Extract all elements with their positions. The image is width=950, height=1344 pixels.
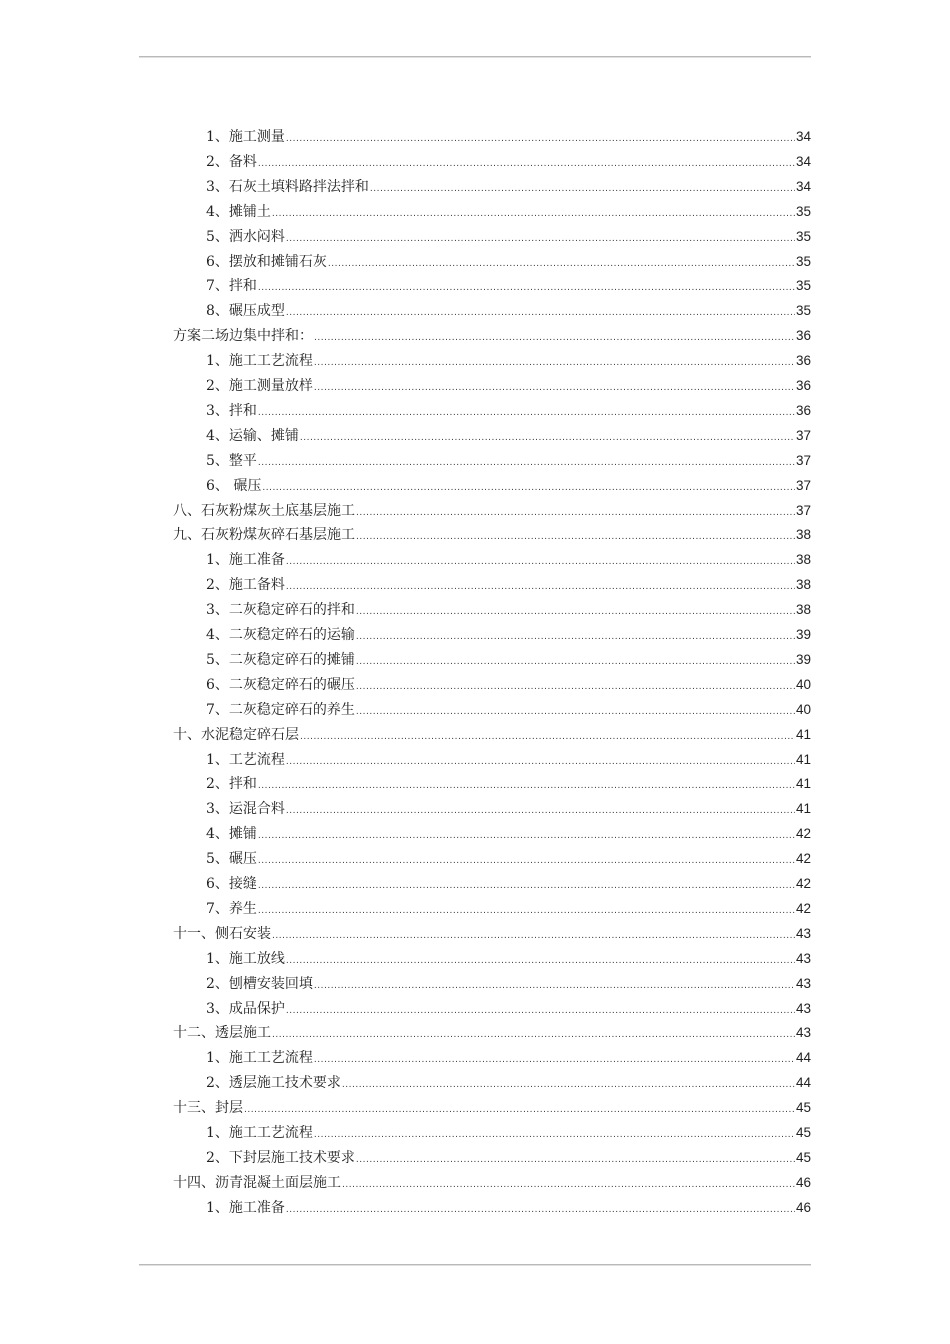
toc-page-number: 43 (795, 950, 811, 966)
toc-page-number: 44 (795, 1050, 811, 1066)
toc-entry-title: 1、施工放线 (206, 950, 285, 967)
toc-entry-title: 4、二灰稳定碎石的运输 (206, 627, 355, 643)
toc-leader-dots (356, 525, 795, 550)
toc-page-number: 43 (795, 1000, 811, 1016)
toc-leader-dots (272, 1023, 795, 1048)
toc-entry-title: 1、施工工艺流程 (206, 1125, 313, 1141)
toc-entry-title: 1、施工工艺流程 (206, 1050, 313, 1067)
toc-page-number: 41 (795, 801, 811, 817)
toc-leader-dots (272, 202, 795, 227)
toc-page-number: 46 (795, 1199, 811, 1215)
toc-entry-title: 5、洒水闷料 (206, 228, 285, 245)
toc-page-number: 41 (795, 726, 811, 742)
toc-leader-dots (314, 326, 795, 351)
toc-entry[interactable] (173, 1096, 811, 1121)
toc-leader-dots (286, 799, 795, 824)
toc-leader-dots (286, 999, 795, 1024)
toc-page-number: 41 (795, 776, 811, 792)
toc-entry-title: 2、施工测量放样 (206, 378, 313, 394)
toc-entry[interactable] (206, 374, 811, 399)
toc-leader-dots (258, 152, 795, 177)
toc-entry[interactable] (206, 648, 811, 673)
toc-leader-dots (258, 401, 795, 426)
toc-page-number: 37 (795, 427, 811, 443)
toc-entry-title: 5、整平 (206, 452, 257, 469)
toc-entry[interactable] (173, 1021, 811, 1046)
toc-page-number: 39 (795, 651, 811, 667)
toc-leader-dots (262, 476, 795, 501)
toc-entry[interactable] (206, 1121, 811, 1146)
toc-page-number: 45 (795, 1149, 811, 1165)
toc-entry-title: 2、下封层施工技术要求 (206, 1149, 355, 1166)
toc-page-number: 43 (795, 925, 811, 941)
toc-leader-dots (370, 177, 795, 202)
toc-entry[interactable] (206, 548, 811, 573)
toc-page-number: 35 (795, 228, 811, 244)
toc-page-number: 36 (795, 328, 811, 344)
toc-entry-title: 2、刨槽安装回填 (206, 975, 313, 992)
toc-entry[interactable] (206, 250, 811, 275)
toc-entry[interactable] (206, 947, 811, 972)
toc-page-number: 36 (795, 378, 811, 393)
toc-leader-dots (244, 1098, 795, 1123)
toc-leader-dots (258, 451, 795, 476)
toc-page-number: 42 (795, 851, 811, 867)
toc-page-number: 34 (795, 153, 811, 169)
toc-page-number: 34 (795, 129, 811, 144)
toc-page-number: 35 (795, 303, 811, 319)
toc-entry-title: 4、摊铺土 (206, 203, 271, 220)
toc-entry[interactable] (206, 573, 811, 598)
toc-entry[interactable] (206, 225, 811, 250)
toc-leader-dots (356, 501, 795, 526)
toc-entry[interactable] (206, 673, 811, 698)
toc-entry[interactable] (206, 1046, 811, 1071)
toc-leader-dots (286, 575, 795, 600)
toc-entry[interactable] (206, 474, 811, 499)
toc-page-number: 43 (795, 1025, 811, 1041)
toc-leader-dots (314, 1123, 795, 1148)
toc-entry-title: 3、石灰土填料路拌法拌和 (206, 178, 369, 195)
toc-entry[interactable] (173, 324, 811, 349)
toc-entry[interactable] (173, 723, 811, 748)
toc-leader-dots (314, 974, 795, 999)
toc-entry-title: 8、碾压成型 (206, 303, 285, 320)
toc-leader-dots (342, 1173, 795, 1198)
toc-entry[interactable] (206, 1146, 811, 1171)
toc-entry[interactable] (206, 972, 811, 997)
toc-entry-title: 4、运输、摊铺 (206, 427, 299, 444)
toc-page-number: 46 (795, 1174, 811, 1190)
toc-leader-dots (258, 824, 795, 849)
toc-entry[interactable] (206, 997, 811, 1022)
toc-leader-dots (258, 774, 795, 799)
toc-page-number: 42 (795, 900, 811, 916)
toc-entry-title: 1、工艺流程 (206, 751, 285, 768)
toc-leader-dots (286, 301, 795, 326)
toc-entry[interactable] (173, 499, 811, 524)
toc-entry[interactable] (206, 822, 811, 847)
toc-leader-dots (286, 127, 795, 152)
toc-entry[interactable] (206, 1071, 811, 1096)
toc-page-number: 36 (795, 402, 811, 418)
toc-entry[interactable] (206, 200, 811, 225)
toc-entry[interactable] (206, 772, 811, 797)
toc-leader-dots (258, 276, 795, 301)
toc-entry-title: 方案二场边集中拌和： (173, 328, 313, 345)
toc-entry-title: 2、拌和 (206, 776, 257, 793)
toc-entry[interactable] (206, 274, 811, 299)
toc-leader-dots (286, 550, 795, 575)
toc-entry[interactable] (206, 847, 811, 872)
toc-entry-title: 7、拌和 (206, 278, 257, 295)
toc-page-number: 40 (795, 701, 811, 717)
toc-entry[interactable] (206, 748, 811, 773)
toc-entry-title: 2、备料 (206, 153, 257, 170)
toc-leader-dots (286, 949, 795, 974)
toc-leader-dots (356, 650, 795, 675)
toc-entry-title: 2、透层施工技术要求 (206, 1075, 341, 1092)
toc-page-number: 38 (795, 527, 811, 543)
toc-entry-title: 6、 碾压 (206, 477, 262, 494)
toc-entry-title: 十三、封层 (173, 1100, 243, 1117)
toc-entry[interactable] (206, 623, 811, 648)
toc-entry[interactable] (206, 598, 811, 623)
toc-entry-title: 2、施工备料 (206, 577, 285, 594)
toc-page-number: 38 (795, 602, 811, 618)
toc-entry[interactable] (206, 399, 811, 424)
toc-leader-dots (258, 849, 795, 874)
toc-leader-dots (356, 600, 795, 625)
toc-entry[interactable] (206, 349, 811, 374)
toc-leader-dots (356, 1148, 795, 1173)
toc-leader-dots (356, 700, 795, 725)
toc-entry[interactable] (206, 872, 811, 897)
toc-entry-title: 3、拌和 (206, 402, 257, 419)
toc-page-number: 40 (795, 676, 811, 692)
toc-leader-dots (328, 252, 795, 277)
toc-entry-title: 7、二灰稳定碎石的养生 (206, 701, 355, 718)
toc-entry[interactable] (206, 797, 811, 822)
toc-page-number: 38 (795, 577, 811, 593)
toc-entry[interactable] (206, 125, 811, 150)
toc-leader-dots (356, 625, 795, 650)
toc-page-number: 39 (795, 627, 811, 642)
toc-entry[interactable] (173, 1171, 811, 1196)
toc-entry[interactable] (206, 424, 811, 449)
toc-leader-dots (286, 1198, 795, 1223)
toc-entry[interactable] (206, 299, 811, 324)
toc-leader-dots (286, 227, 795, 252)
toc-entry-title: 7、养生 (206, 900, 257, 917)
toc-page-number: 42 (795, 876, 811, 891)
toc-page-number: 35 (795, 253, 811, 269)
toc-entry-title: 5、二灰稳定碎石的摊铺 (206, 651, 355, 668)
toc-entry[interactable] (173, 922, 811, 947)
toc-leader-dots (286, 750, 795, 775)
toc-entry-title: 1、施工准备 (206, 1199, 285, 1216)
toc-entry-title: 十、水泥稳定碎石层 (173, 726, 299, 743)
toc-page-number: 43 (795, 975, 811, 991)
toc-page-number: 37 (795, 477, 811, 493)
toc-entry-title: 3、二灰稳定碎石的拌和 (206, 602, 355, 619)
toc-leader-dots (342, 1073, 795, 1098)
toc-entry-title: 1、施工准备 (206, 552, 285, 569)
toc-page-number: 37 (795, 452, 811, 468)
toc-page-number: 35 (795, 278, 811, 294)
toc-entry[interactable] (206, 897, 811, 922)
toc-page-number: 44 (795, 1075, 811, 1091)
toc-entry[interactable] (206, 150, 811, 175)
toc-page-number: 36 (795, 353, 811, 369)
toc-leader-dots (314, 1048, 795, 1073)
footer-rule (139, 1264, 811, 1265)
toc-page-number: 41 (795, 751, 811, 767)
toc-page-number: 37 (795, 502, 811, 518)
toc-entry[interactable] (206, 1196, 811, 1221)
toc-leader-dots (272, 924, 795, 949)
toc-leader-dots (314, 376, 795, 401)
toc-entry[interactable] (173, 523, 811, 548)
toc-entry-title: 3、成品保护 (206, 1000, 285, 1017)
toc-entry-title: 十四、沥青混凝土面层施工 (173, 1174, 341, 1191)
toc-entry-title: 4、摊铺 (206, 826, 257, 843)
toc-entry-title: 十一、侧石安装 (173, 925, 271, 942)
toc-leader-dots (314, 351, 795, 376)
toc-entry-title: 6、接缝 (206, 876, 257, 892)
toc-leader-dots (258, 899, 795, 924)
toc-entry-title: 5、碾压 (206, 851, 257, 868)
toc-page-number: 35 (795, 203, 811, 219)
toc-page-number: 45 (795, 1125, 811, 1140)
toc-page-number: 42 (795, 826, 811, 842)
toc-page-number: 45 (795, 1100, 811, 1116)
toc-entry[interactable] (206, 449, 811, 474)
toc-entry-title: 3、运混合料 (206, 801, 285, 818)
toc-leader-dots (258, 874, 795, 899)
toc-leader-dots (300, 725, 795, 750)
toc-entry-title: 6、摆放和摊铺石灰 (206, 253, 327, 270)
toc-entry-title: 八、石灰粉煤灰土底基层施工 (173, 502, 355, 519)
toc-entry[interactable] (206, 175, 811, 200)
toc-entry-title: 九、石灰粉煤灰碎石基层施工 (173, 527, 355, 544)
toc-leader-dots (356, 675, 795, 700)
toc-entry-title: 6、二灰稳定碎石的碾压 (206, 676, 355, 693)
toc-page-number: 38 (795, 552, 811, 568)
toc-entry-title: 1、施工测量 (206, 129, 285, 145)
header-rule (139, 56, 811, 57)
toc-page-number: 34 (795, 178, 811, 194)
toc-entry-title: 十二、透层施工 (173, 1025, 271, 1042)
toc-leader-dots (300, 426, 795, 451)
toc-entry-title: 1、施工工艺流程 (206, 353, 313, 370)
toc-entry[interactable] (206, 698, 811, 723)
